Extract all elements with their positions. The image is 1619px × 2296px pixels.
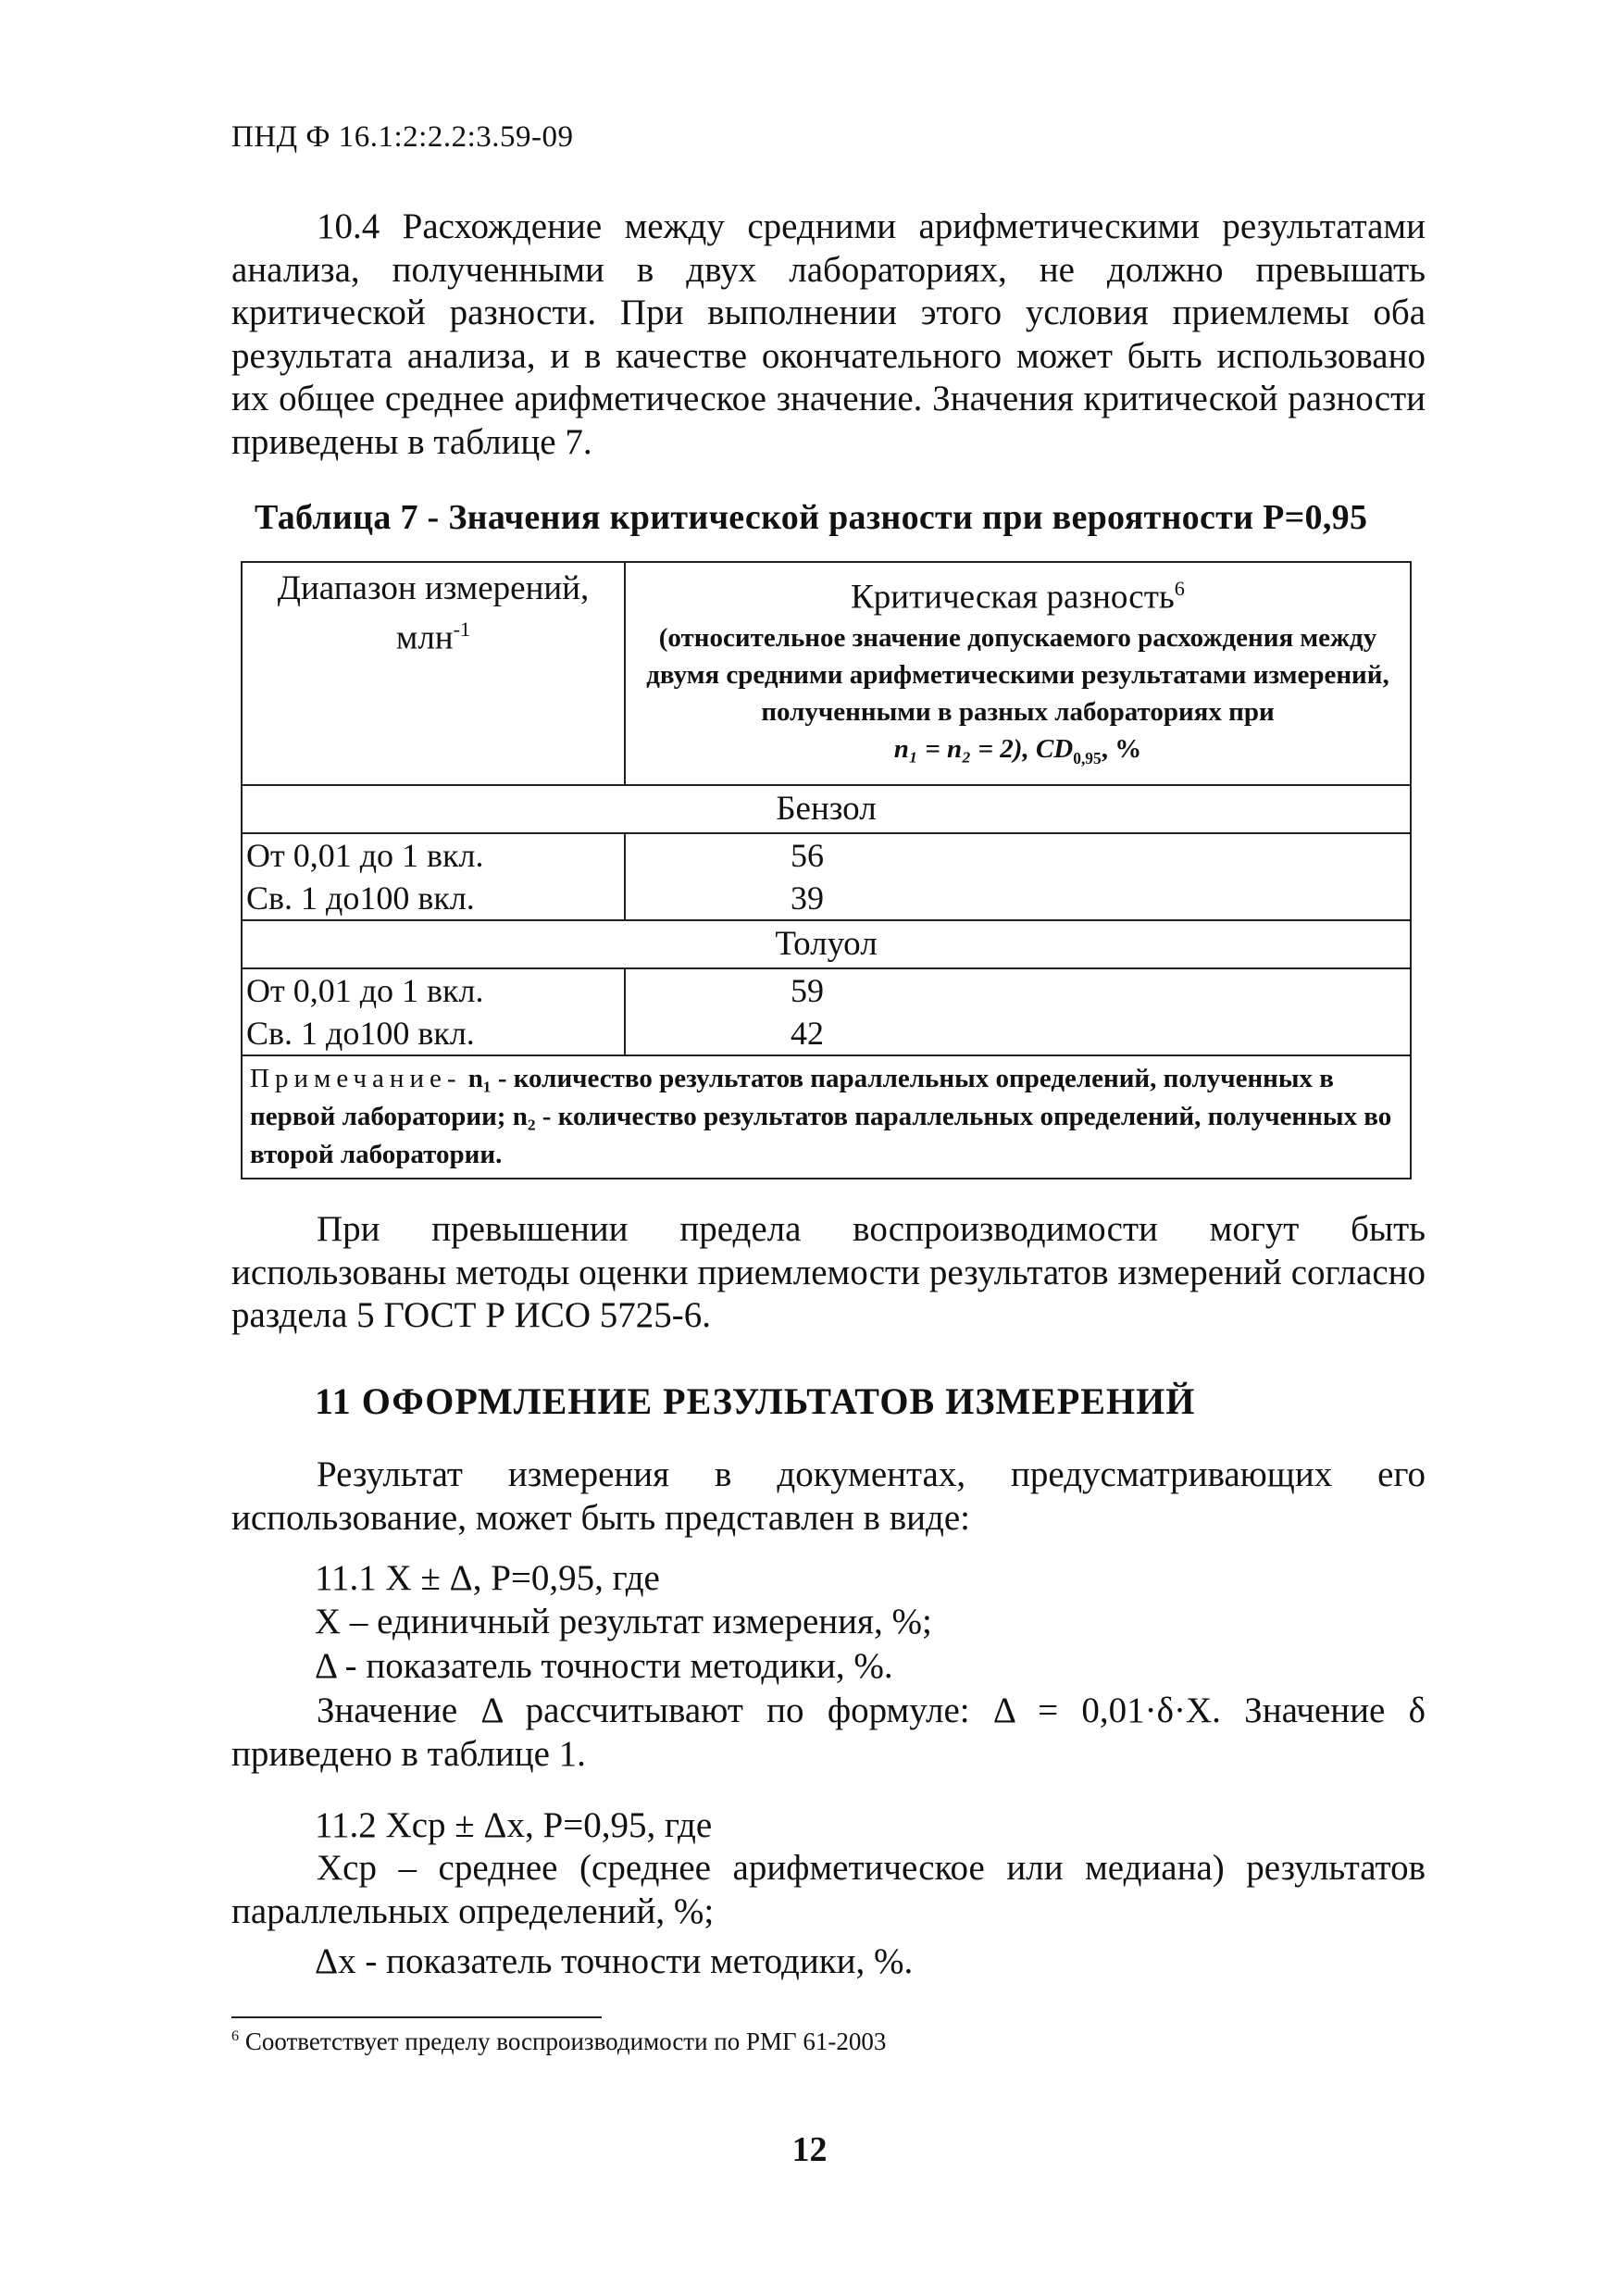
section-row-toluene [242, 920, 1411, 968]
item-11-1-formula: 11.1 X ± Δ, P=0,95, где [315, 1558, 660, 1598]
note-text: n₁ - количество результатов параллельных определений, полученных в первой лаборатории; n₂ - количество результатов параллельных определений, полученных во второй лаборатории. [250, 1064, 1392, 1170]
document-header: ПНД Ф 16.1:2:2.2:3.59-09 [231, 120, 574, 154]
col1-unit-sup: -1 [453, 618, 471, 641]
critical-difference-table [241, 561, 1412, 1179]
item-11-2-xcp-def: Xср – среднее (среднее арифметическое или медиана) результатов параллельных определений, %; [231, 1848, 1426, 1931]
col2-header-desc [626, 618, 1410, 784]
item-11-2-formula: 11.2 Xср ± Δx, P=0,95, где [315, 1805, 713, 1845]
table-caption: Таблица 7 - Значения критической разности при вероятности Р=0,95 [255, 498, 1368, 537]
col2-header-label: Критическая разность [851, 578, 1175, 617]
footnote [231, 2028, 886, 2056]
footnote-marker: 6 [231, 2028, 240, 2044]
col2-formula-end: , % [1101, 734, 1142, 765]
page-number: 12 [791, 2130, 828, 2169]
range-cell [242, 833, 625, 920]
section-name: Бензол [242, 785, 1411, 833]
paragraph-10-4: 10.4 Расхождение между средними арифметическими результатами анализа, полученными в двух лабораториях, не должно превышать критической разности. При выполнении этого условия приемлемы оба результата анализа, и в качестве окончательного может быть использовано их общее среднее арифметическое значение. Значения критической разности приведены в таблице 7. [231, 206, 1426, 462]
paragraph-reproducibility: При превышении предела воспроизводимости могут быть использованы методы оценки приемлемости результатов измерений согласно раздела 5 ГОСТ Р ИСО 5725-6. [231, 1209, 1426, 1335]
footnote-text: Соответствует пределу воспроизводимости по РМГ 61-2003 [244, 2028, 887, 2055]
value-2: 39 [791, 880, 824, 917]
col1-unit-text: млн [395, 618, 454, 657]
col2-formula: n₁ = n₂ = 2), CD [893, 734, 1074, 765]
range-2: Св. 1 до100 вкл. [246, 1015, 475, 1053]
note-row [242, 1055, 1411, 1179]
item-11-1-calc: Значение Δ рассчитывают по формуле: Δ = 0,01·δ·X. Значение δ приведено в таблице 1. [231, 1691, 1426, 1774]
value-cell [625, 833, 1411, 920]
col1-header [242, 562, 625, 785]
table-note [242, 1055, 1411, 1179]
note-label: Примечание- [250, 1064, 462, 1094]
footnote-divider [231, 2016, 602, 2018]
value-cell [625, 968, 1411, 1055]
value-2: 42 [791, 1015, 824, 1053]
range-2: Св. 1 до100 вкл. [246, 880, 475, 917]
data-row-benzene [242, 833, 1411, 920]
paragraph-result: Результат измерения в документах, предусматривающих его использование, может быть представлен в виде: [231, 1454, 1426, 1538]
range-1: От 0,01 до 1 вкл. [246, 837, 484, 875]
item-11-1-delta-def: Δ - показатель точности методики, %. [315, 1646, 893, 1686]
section-row-benzene [242, 785, 1411, 833]
col2-header-main [626, 563, 1410, 618]
col1-unit [243, 609, 624, 658]
section-name: Толуол [242, 920, 1411, 968]
data-row-toluene [242, 968, 1411, 1055]
item-11-2-deltax-def: Δx - показатель точности методики, %. [315, 1941, 914, 1981]
col1-header-label: Диапазон измерений, [277, 569, 590, 607]
value-1: 56 [791, 837, 824, 875]
col2-desc-text: (относительное значение допускаемого расхождения между двумя средними арифметическими результатами измерений, полученными в разных лабораториях при [646, 623, 1389, 728]
section-title: 11 ОФОРМЛЕНИЕ РЕЗУЛЬТАТОВ ИЗМЕРЕНИЙ [315, 1380, 1196, 1422]
col2-formula-sub: 0,95 [1073, 749, 1102, 768]
value-1: 59 [791, 972, 824, 1010]
footnote-ref: 6 [1174, 577, 1185, 600]
item-11-1-x-def: X – единичный результат измерения, %; [315, 1602, 932, 1641]
range-1: От 0,01 до 1 вкл. [246, 972, 484, 1010]
range-cell [242, 968, 625, 1055]
table-header-row [242, 562, 1411, 785]
col2-header [625, 562, 1411, 785]
